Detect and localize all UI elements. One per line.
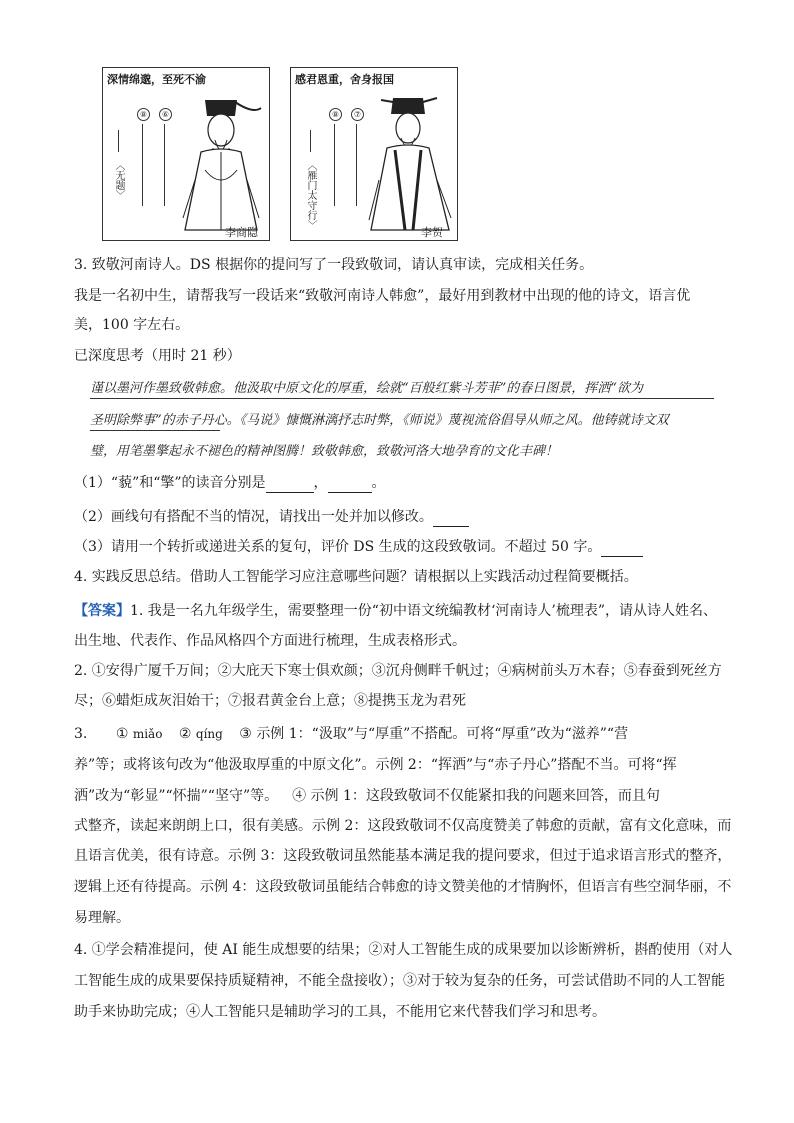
tribute-line-2: 圣明除弊事”的赤子丹心。《马说》慷慨淋漓抒志时弊，《师说》蔑视流俗倡导从师之风。他铸就诗文双 [90,413,669,428]
marker-1: ① [115,726,129,742]
underline-sentence [90,398,714,399]
subquestion-2-text: （2）画线句有搭配不当的情况，请找出一处并加以修改。 [74,509,433,525]
answer-blank [601,542,643,557]
answer-3-number: 3. [74,726,88,742]
answer-3-line-2: 养”等；或将该句改为“他汲取厚重的中原文化”。示例 2：“挥洒”与“赤子丹心”搭配不当。可将“挥 [74,757,677,773]
blank-mark-8: ⑧ [137,108,150,121]
poem-title: 〈无题〉 [113,160,124,200]
subquestion-3-text: （3）请用一个转折或递进关系的复句，评价 DS 生成的这段致敬词。不超过 50 字。 [74,539,602,555]
underline-sentence [90,430,220,431]
dash [310,130,311,152]
answer-blank [328,478,372,493]
dash [118,130,119,152]
poem-title: 〈雁门太守行〉 [305,160,316,230]
answer-3-line-4: 式整齐，读起来朗朗上口，很有美感。示例 2：这段致敬词不仅高度赞美了韩愈的贡献，富有文化意味，而 [74,818,732,834]
figure-li-he [290,67,458,241]
prompt-line-2: 美，100 字左右。 [74,317,190,333]
blank-line [164,124,165,206]
blank-mark-8: ⑧ [329,108,342,121]
blank-mark-7: ⑦ [351,108,364,121]
answer-3-line-1 [74,724,628,744]
figure-caption: 深情绵邈，至死不渝 [107,73,206,86]
tribute-line-1: 谨以墨河作墨致敬韩愈。他汲取中原文化的厚重，绘就“百般红紫斗芳菲”的春日图景，挥洒“欲为 [90,381,643,396]
figure-li-shangyin [102,67,270,241]
pinyin-2: qíng [195,727,223,741]
prompt-line-1: 我是一名初中生，请帮我写一段话来“致敬河南诗人韩愈”，最好用到教材中出现的他的诗文，语言优 [74,288,691,304]
period: 。 [371,475,386,491]
subquestion-2 [74,507,469,527]
blank-line [356,124,357,206]
answer-tag: 【答案】 [74,603,130,619]
answer-1-line-1 [74,601,717,621]
separator: ， [313,475,328,491]
marker-2: ② [178,726,192,742]
blank-line [334,124,335,206]
answer-4-line-3: 助手来协助完成；④人工智能只是辅助学习的工具，不能用它来代替我们学习和思考。 [74,1004,606,1020]
portrait-illustration [175,90,267,240]
answer-3-line-3 [74,786,660,806]
answer-3-text: 示例 1：这段致敬词不仅能紧扣我的问题来回答，而且句 [310,788,660,804]
answer-3-text: 洒”改为“彰显”“怀揣”“坚守”等。 [74,788,279,804]
question-4: 4. 实践反思总结。借助人工智能学习应注意哪些问题？请根据以上实践活动过程简要概括。 [74,569,638,585]
answer-4-line-2: 工智能生成的成果要保持质疑精神，不能全盘接收）；③对于较为复杂的任务，可尝试借助不同的人工智能 [74,973,725,989]
subquestion-1-text: （1）“藐”和“擎”的读音分别是 [74,475,266,491]
portrait-illustration [365,90,455,240]
answer-2-line-1: 2. ①安得广厦千万间；②大庇天下寒士俱欢颜；③沉舟侧畔千帆过；④病树前头万木春；⑤春蚕到死丝方 [74,663,722,679]
marker-3: ③ [239,726,252,742]
question-3-intro: 3. 致敬河南诗人。DS 根据你的提问写了一段致敬词，请认真审读，完成相关任务。 [74,257,594,273]
thinking-label: 已深度思考（用时 21 秒） [74,348,241,364]
subquestion-3 [74,537,643,557]
figure-caption: 感君恩重，舍身报国 [295,73,394,86]
answer-3-line-7: 易理解。 [74,910,130,926]
answer-3-line-5: 且语言优美，很有诗意。示例 3：这段致敬词虽然能基本满足我的提问要求，但过于追求语言形式的整齐， [74,848,732,864]
answer-3-text: 示例 1：“汲取”与“厚重”不搭配。可将“厚重”改为“滋养”“营 [256,726,629,742]
blank-mark-6: ⑥ [159,108,172,121]
answer-1-text: 1. 我是一名九年级学生，需要整理一份“初中语文统编教材‘河南诗人’梳理表”，请从诗人姓名、 [130,603,718,619]
tribute-line-3: 璧，用笔墨擎起永不褪色的精神图腾！致敬韩愈，致敬河洛大地孕育的文化丰碑！ [90,444,559,459]
answer-4-line-1: 4. ①学会精准提问，使 AI 能生成想要的结果；②对人工智能生成的成果要加以诊断辨析，斟酌使用（对人 [74,942,733,958]
pinyin-1: miǎo [132,727,163,741]
answer-blank [433,512,469,527]
blank-line [142,124,143,206]
marker-4: ④ [292,788,307,804]
answer-1-line-2: 出生地、代表作、作品风格四个方面进行梳理，生成表格形式。 [74,633,466,649]
answer-3-line-6: 逻辑上还有待提高。示例 4：这段致敬词虽能结合韩愈的诗文赞美他的才情胸怀，但语言有些空洞华丽，不 [74,879,732,895]
answer-blank [266,478,314,493]
subquestion-1 [74,473,386,493]
answer-2-line-2: 尽；⑥蜡炬成灰泪始干；⑦报君黄金台上意；⑧提携玉龙为君死 [74,693,466,709]
poet-name: 李商隐 [225,226,258,239]
poet-name: 李贺 [421,226,443,239]
